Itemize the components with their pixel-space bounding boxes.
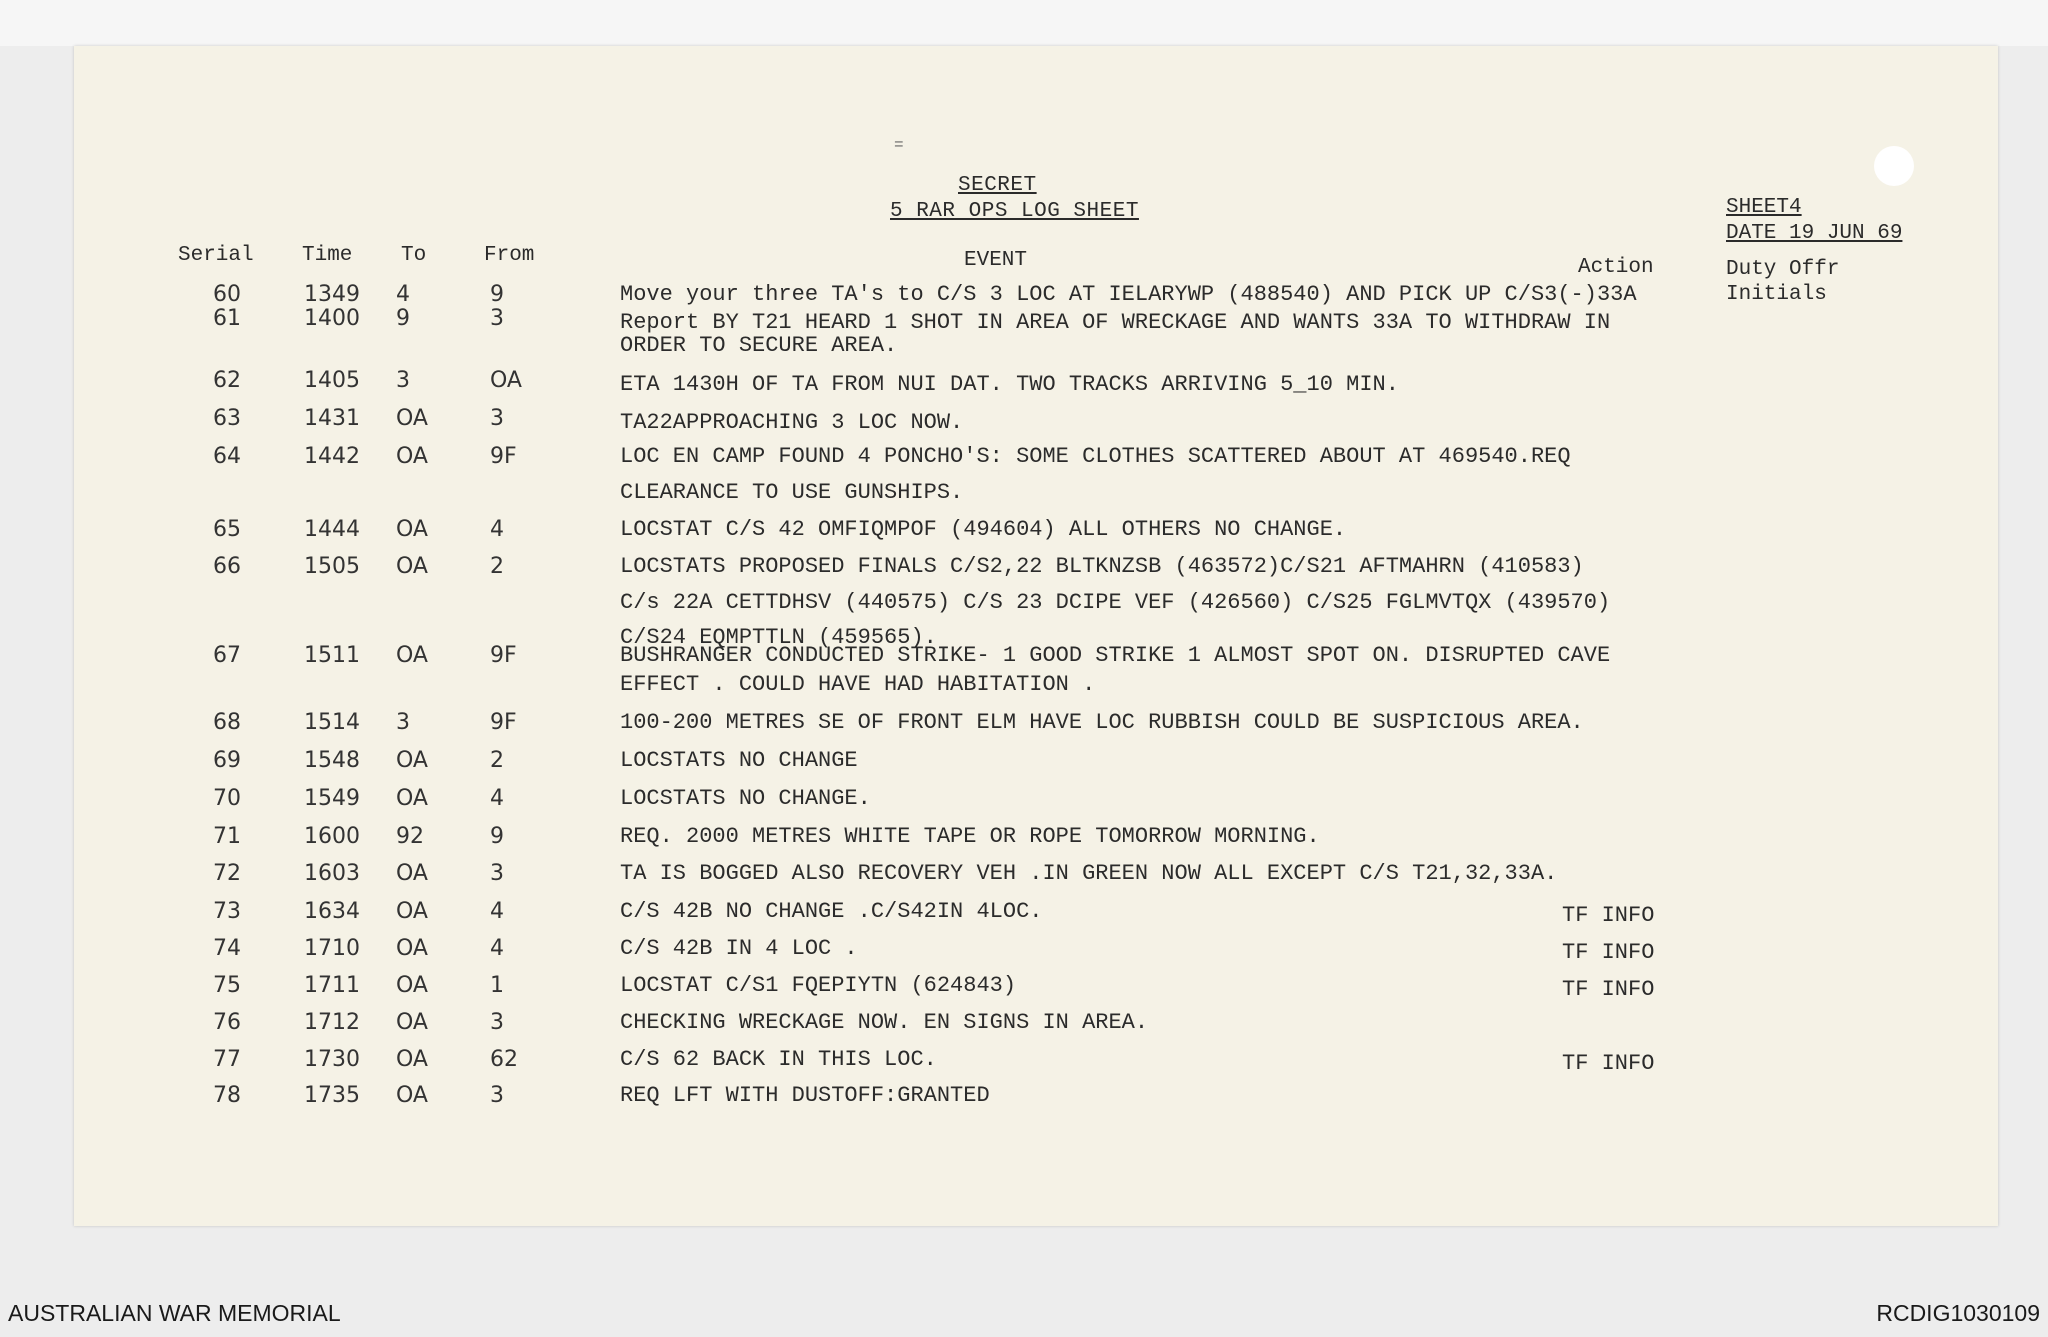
entry-time: 1603 (304, 861, 360, 886)
entry-event-line: ORDER TO SECURE AREA. (620, 333, 898, 358)
entry-to: OA (396, 406, 428, 431)
entry-to: OA (396, 554, 428, 579)
entry-event-line: LOCSTAT C/S1 FQEPIYTN (624843) (620, 973, 1017, 998)
entry-to: OA (396, 517, 428, 542)
header-to: To (401, 244, 427, 267)
entry-event-line: REQ LFT WITH DUSTOFF:GRANTED (620, 1083, 990, 1108)
sheet-date: DATE 19 JUN 69 (1726, 222, 1903, 245)
entry-serial: 60 (213, 282, 241, 307)
entry-time: 1349 (304, 282, 360, 307)
entry-event-line: Move your three TA's to C/S 3 LOC AT IELARYWP (488540) AND PICK UP C/S3(-)33A (620, 282, 1637, 307)
header-duty-officer: Duty Offr (1726, 258, 1840, 281)
entry-to: OA (396, 1083, 428, 1108)
entry-to: OA (396, 1010, 428, 1035)
entry-from: 9F (490, 643, 517, 668)
entry-event-line: C/S 42B IN 4 LOC . (620, 936, 858, 961)
header-serial: Serial (178, 244, 254, 267)
entry-time: 1711 (304, 973, 360, 998)
entry-from: 3 (490, 861, 504, 886)
entry-to: 92 (396, 824, 424, 849)
entry-event-line: LOCSTATS NO CHANGE. (620, 786, 871, 811)
entry-event-line: BUSHRANGER CONDUCTED STRIKE- 1 GOOD STRIKE 1 ALMOST SPOT ON. DISRUPTED CAVE (620, 643, 1611, 668)
entry-to: OA (396, 973, 428, 998)
entry-from: 1 (490, 973, 504, 998)
entry-time: 1548 (304, 748, 360, 773)
classification-heading: SECRET (958, 174, 1037, 197)
entry-serial: 71 (213, 824, 241, 849)
entry-event-line: CHECKING WRECKAGE NOW. EN SIGNS IN AREA. (620, 1010, 1149, 1035)
entry-event-line: ETA 1430H OF TA FROM NUI DAT. TWO TRACKS ARRIVING 5_10 MIN. (620, 372, 1399, 397)
entry-event-line: C/S 62 BACK IN THIS LOC. (620, 1047, 937, 1072)
entry-to: OA (396, 643, 428, 668)
entry-serial: 69 (213, 748, 241, 773)
entry-event-line: C/S24 EQMPTTLN (459565). (620, 625, 937, 650)
entry-to: OA (396, 786, 428, 811)
entry-serial: 64 (213, 444, 241, 469)
entry-to: 3 (396, 710, 410, 735)
entry-from: 4 (490, 517, 504, 542)
entry-to: OA (396, 1047, 428, 1072)
entry-time: 1549 (304, 786, 360, 811)
entry-from: 3 (490, 1010, 504, 1035)
log-sheet-paper (74, 46, 1998, 1226)
entry-time: 1511 (304, 643, 360, 668)
entry-from: 2 (490, 748, 504, 773)
entry-serial: 66 (213, 554, 241, 579)
entry-event-line: TA IS BOGGED ALSO RECOVERY VEH .IN GREEN NOW ALL EXCEPT C/S T21,32,33A. (620, 861, 1558, 886)
entry-serial: 74 (213, 936, 241, 961)
header-from: From (484, 244, 535, 267)
entry-from: 2 (490, 554, 504, 579)
entry-from: 4 (490, 936, 504, 961)
entry-to: OA (396, 899, 428, 924)
entry-from: 3 (490, 306, 504, 331)
entry-serial: 73 (213, 899, 241, 924)
entry-from: 62 (490, 1047, 518, 1072)
entry-from: 9 (490, 824, 504, 849)
header-time: Time (302, 244, 353, 267)
entry-serial: 77 (213, 1047, 241, 1072)
entry-to: 4 (396, 282, 410, 307)
entry-event-line: Report BY T21 HEARD 1 SHOT IN AREA OF WRECKAGE AND WANTS 33A TO WITHDRAW IN (620, 310, 1611, 335)
entry-time: 1735 (304, 1083, 360, 1108)
entry-from: 9 (490, 282, 504, 307)
entry-to: OA (396, 444, 428, 469)
entry-from: 9F (490, 710, 517, 735)
entry-event-line: LOC EN CAMP FOUND 4 PONCHO'S: SOME CLOTHES SCATTERED ABOUT AT 469540.REQ (620, 444, 1571, 469)
entry-from: 4 (490, 899, 504, 924)
entry-event-line: CLEARANCE TO USE GUNSHIPS. (620, 480, 964, 505)
entry-time: 1600 (304, 824, 360, 849)
entry-from: 3 (490, 406, 504, 431)
entry-serial: 78 (213, 1083, 241, 1108)
entry-action: TF INFO (1562, 903, 1655, 928)
entry-serial: 72 (213, 861, 241, 886)
entry-time: 1442 (304, 444, 360, 469)
entry-serial: 70 (213, 786, 241, 811)
entry-action: TF INFO (1562, 1051, 1655, 1076)
entry-serial: 65 (213, 517, 241, 542)
entry-serial: 68 (213, 710, 241, 735)
entry-serial: 62 (213, 368, 241, 393)
entry-event-line: LOCSTATS PROPOSED FINALS C/S2,22 BLTKNZSB (463572)C/S21 AFTMAHRN (410583) (620, 554, 1584, 579)
entry-time: 1730 (304, 1047, 360, 1072)
entry-to: OA (396, 861, 428, 886)
entry-event-line: LOCSTATS NO CHANGE (620, 748, 858, 773)
header-event: EVENT (964, 249, 1028, 272)
entry-to: 9 (396, 306, 410, 331)
entry-to: OA (396, 748, 428, 773)
entry-event-line: EFFECT . COULD HAVE HAD HABITATION . (620, 672, 1096, 697)
entry-action: TF INFO (1562, 940, 1655, 965)
footer-record-id: RCDIG1030109 (1876, 1300, 2040, 1326)
entry-time: 1712 (304, 1010, 360, 1035)
entry-from: 4 (490, 786, 504, 811)
top-margin (0, 0, 2048, 46)
entry-to: OA (396, 936, 428, 961)
entry-time: 1431 (304, 406, 360, 431)
entry-event-line: REQ. 2000 METRES WHITE TAPE OR ROPE TOMORROW MORNING. (620, 824, 1320, 849)
entry-serial: 76 (213, 1010, 241, 1035)
entry-time: 1400 (304, 306, 360, 331)
entry-serial: 61 (213, 306, 241, 331)
header-action: Action (1578, 256, 1654, 279)
entry-to: 3 (396, 368, 410, 393)
entry-event-line: LOCSTAT C/S 42 OMFIQMPOF (494604) ALL OTHERS NO CHANGE. (620, 517, 1347, 542)
entry-event-line: C/s 22A CETTDHSV (440575) C/S 23 DCIPE VEF (426560) C/S25 FGLMVTQX (439570) (620, 590, 1611, 615)
punch-hole (1874, 146, 1914, 186)
footer-institution: AUSTRALIAN WAR MEMORIAL (8, 1300, 341, 1326)
entry-time: 1444 (304, 517, 360, 542)
document-title: 5 RAR OPS LOG SHEET (890, 200, 1139, 223)
entry-time: 1710 (304, 936, 360, 961)
header-initials: Initials (1726, 283, 1827, 306)
entry-time: 1634 (304, 899, 360, 924)
entry-from: OA (490, 368, 522, 393)
entry-serial: 75 (213, 973, 241, 998)
entry-serial: 63 (213, 406, 241, 431)
entry-from: 3 (490, 1083, 504, 1108)
entry-serial: 67 (213, 643, 241, 668)
entry-event-line: 100-200 METRES SE OF FRONT ELM HAVE LOC RUBBISH COULD BE SUSPICIOUS AREA. (620, 710, 1584, 735)
ink-mark: = (894, 136, 904, 154)
entry-from: 9F (490, 444, 517, 469)
entry-event-line: TA22APPROACHING 3 LOC NOW. (620, 410, 964, 435)
entry-time: 1405 (304, 368, 360, 393)
entry-time: 1505 (304, 554, 360, 579)
entry-time: 1514 (304, 710, 360, 735)
sheet-number: SHEET4 (1726, 196, 1802, 219)
entry-event-line: C/S 42B NO CHANGE .C/S42IN 4LOC. (620, 899, 1043, 924)
entry-action: TF INFO (1562, 977, 1655, 1002)
